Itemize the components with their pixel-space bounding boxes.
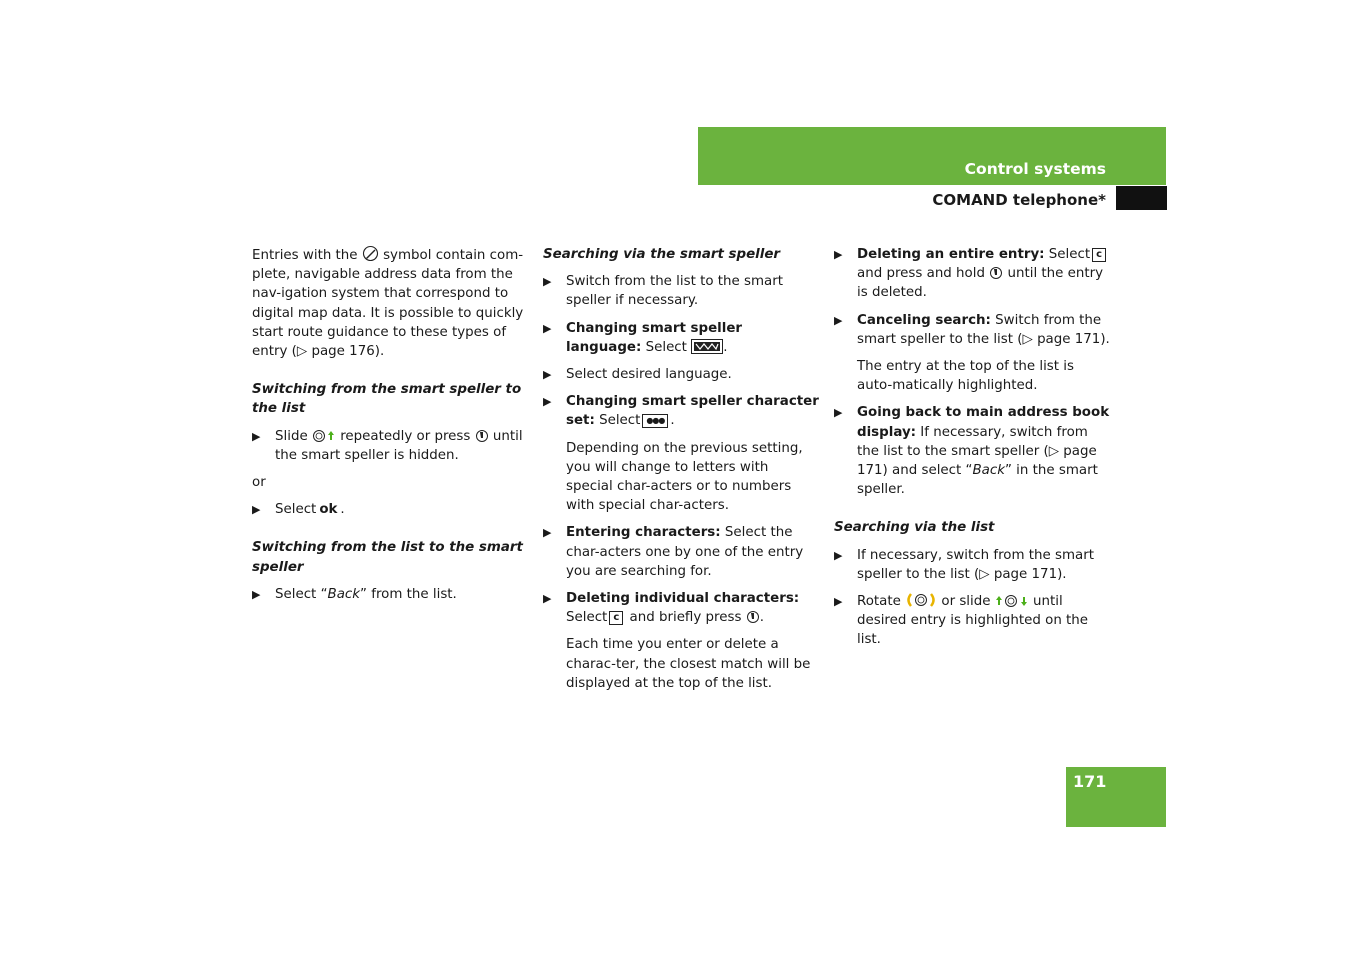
page-number: 171 (1073, 772, 1107, 791)
section-heading: Searching via the smart speller (543, 247, 781, 262)
bullet-arrow-icon: ▶ (834, 406, 843, 420)
bullet-arrow-icon: ▶ (543, 321, 552, 335)
bullet-arrow-icon: ▶ (543, 592, 552, 606)
language-flag-key-icon (691, 339, 723, 354)
or-text: or (252, 475, 266, 491)
list-item: ▶ Select “Back” from the list. (252, 585, 528, 604)
triangle-icon: ▷ (296, 344, 308, 360)
list-item: ▶ Slide repeatedly or press until the smart speller is hidden. (252, 428, 523, 463)
triangle-icon: ▷ (1048, 443, 1060, 459)
list-item: ▶ Deleting an entire entry: Select c and press and hold until the entry is deleted. (834, 245, 1110, 303)
bullet-arrow-icon: ▶ (252, 503, 261, 517)
bullet-arrow-icon: ▶ (834, 548, 843, 562)
section-heading: Switching from the list to the smart speller (252, 540, 523, 575)
column-1 (252, 245, 528, 612)
list-item: ▶ Deleting individual characters: Select c and briefly press . (543, 591, 800, 626)
bullet-arrow-icon: ▶ (543, 526, 552, 540)
bullet-arrow-icon: ▶ (543, 368, 552, 382)
character-set-key: ●●● (642, 414, 668, 428)
slide-up-controller-icon (312, 429, 336, 443)
section-heading: Switching from the smart speller to the list (252, 382, 522, 417)
list-item: ▶ Changing smart speller character set: Select ●●● . (543, 394, 819, 429)
bullet-arrow-icon: ▶ (252, 429, 261, 443)
column-3 (834, 245, 1110, 658)
bullet-arrow-icon: ▶ (543, 275, 552, 289)
list-item: ▶ Going back to main address book display: If necessary, switch from the list to the smart speller (▷ page 171) and select “Back” in the smart speller. (834, 405, 1110, 498)
bullet-arrow-icon: ▶ (834, 248, 843, 261)
chapter-title: Control systems (964, 160, 1106, 178)
press-controller-icon (746, 610, 760, 624)
list-item: ▶ If necessary, switch from the smart speller to the list (▷ page 171). (834, 547, 1094, 582)
list-item: ▶ Select ok . (252, 500, 528, 519)
list-item: ▶ Switch from the list to the smart speller if necessary. (543, 274, 784, 309)
section-tab-marker (1116, 186, 1167, 210)
rotate-controller-icon (905, 592, 937, 608)
triangle-icon: ▷ (979, 566, 990, 582)
clear-key: c (609, 611, 623, 625)
press-controller-icon (475, 429, 489, 443)
clear-key: c (1092, 248, 1106, 262)
bullet-arrow-icon: ▶ (834, 313, 843, 327)
list-item: ▶ Entering characters: Select the char-acters one by one of the entry you are searching for. (543, 525, 804, 579)
bullet-arrow-icon: ▶ (252, 587, 261, 601)
list-item: ▶ Changing smart speller language: Select . (543, 320, 743, 355)
item-note: Each time you enter or delete a charac-ter, the closest match will be displayed at the top of the list. (566, 637, 811, 691)
column-2 (543, 245, 819, 701)
bullet-arrow-icon: ▶ (543, 395, 552, 409)
page-number-box (1066, 767, 1166, 827)
triangle-icon: ▷ (1022, 331, 1033, 347)
press-controller-icon (989, 266, 1003, 280)
list-item: ▶ Select desired language. (543, 365, 819, 384)
list-item: ▶ Canceling search: Switch from the smart speller to the list (▷ page 171). (834, 312, 1110, 347)
list-item: ▶ Rotate or slide until desired entry is highlighted on the list. (834, 594, 1089, 648)
bullet-arrow-icon: ▶ (834, 595, 843, 609)
section-heading: Searching via the list (834, 520, 995, 536)
ok-symbol: ok (319, 502, 338, 518)
navigation-pencil-icon (362, 245, 379, 262)
section-title: COMAND telephone* (932, 191, 1106, 209)
chapter-header-bar (698, 127, 1166, 185)
slide-up-down-controller-icon (995, 594, 1029, 608)
item-note: Depending on the previous setting, you will change to letters with special char-acters or to numbers with special char-acters. (566, 440, 803, 514)
intro-paragraph: Entries with the symbol contain com-plete, navigable address data from the nav-igation system that correspond to digital map data. It is possible to quickly start route guidance to these types of entry (▷ page 176). (252, 245, 528, 361)
item-note: The entry at the top of the list is auto-matically highlighted. (857, 359, 1074, 394)
